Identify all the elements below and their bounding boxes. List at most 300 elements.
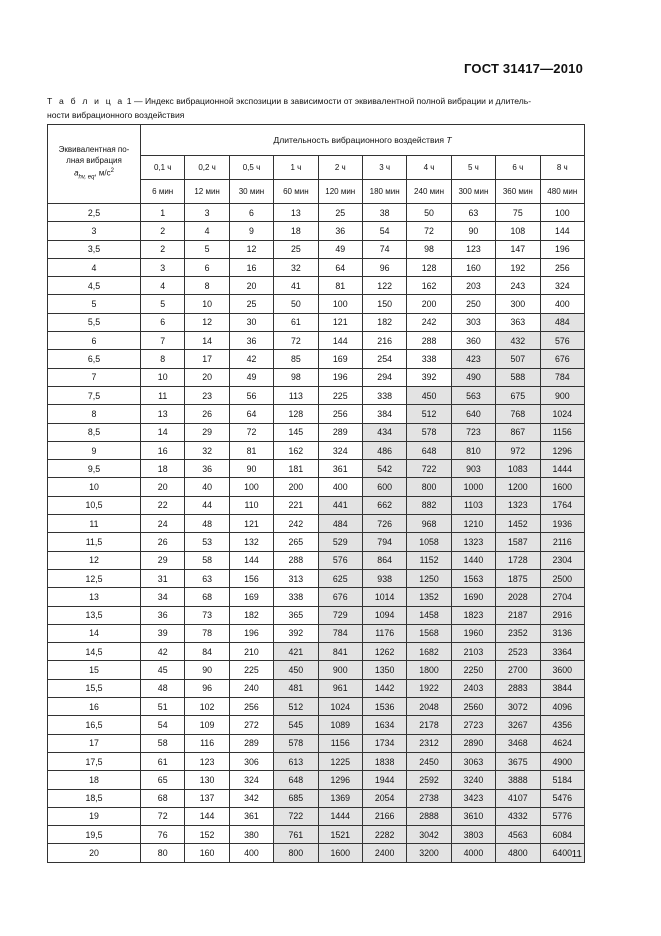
exposure-index-cell: 144 (540, 222, 585, 240)
table-row (48, 423, 585, 441)
exposure-index-cell: 80 (141, 844, 185, 862)
exposure-index-cell: 5 (185, 240, 229, 258)
exposure-index-cell: 2352 (496, 624, 540, 642)
table-row (48, 771, 585, 789)
exposure-index-cell: 768 (496, 405, 540, 423)
exposure-index-cell: 1536 (362, 698, 406, 716)
exposure-index-cell: 324 (318, 441, 362, 459)
exposure-index-cell: 132 (229, 533, 273, 551)
exposure-index-cell: 1568 (407, 624, 451, 642)
exposure-index-cell: 338 (274, 588, 318, 606)
exposure-index-cell: 722 (407, 460, 451, 478)
vibration-value-cell: 13 (48, 588, 141, 606)
exposure-index-cell: 4107 (496, 789, 540, 807)
exposure-index-cell: 162 (407, 277, 451, 295)
vibration-value-cell: 4,5 (48, 277, 141, 295)
exposure-index-cell: 150 (362, 295, 406, 313)
exposure-index-cell: 18 (141, 460, 185, 478)
exposure-index-cell: 6 (141, 313, 185, 331)
exposure-index-cell: 74 (362, 240, 406, 258)
exposure-index-cell: 18 (274, 222, 318, 240)
exposure-index-cell: 288 (407, 332, 451, 350)
exposure-index-cell: 116 (185, 734, 229, 752)
exposure-index-cell: 662 (362, 496, 406, 514)
exposure-index-cell: 2304 (540, 551, 585, 569)
exposure-index-cell: 22 (141, 496, 185, 514)
hours-header-cell: 4 ч (407, 156, 451, 180)
exposure-index-cell: 65 (141, 771, 185, 789)
exposure-index-cell: 1444 (318, 807, 362, 825)
exposure-index-cell: 380 (229, 826, 273, 844)
exposure-index-cell: 63 (185, 569, 229, 587)
table-row (48, 460, 585, 478)
exposure-index-cell: 41 (274, 277, 318, 295)
vibration-value-cell: 13,5 (48, 606, 141, 624)
vibration-value-cell: 12 (48, 551, 141, 569)
table-row (48, 441, 585, 459)
exposure-index-cell: 342 (229, 789, 273, 807)
exposure-index-cell: 265 (274, 533, 318, 551)
exposure-index-cell: 42 (229, 350, 273, 368)
exposure-index-cell: 882 (407, 496, 451, 514)
hours-header-cell: 3 ч (362, 156, 406, 180)
exposure-index-cell: 3063 (451, 752, 495, 770)
vibration-value-cell: 15 (48, 661, 141, 679)
exposure-index-cell: 4332 (496, 807, 540, 825)
exposure-index-cell: 196 (540, 240, 585, 258)
exposure-index-cell: 1600 (318, 844, 362, 862)
exposure-index-cell: 3267 (496, 716, 540, 734)
exposure-index-cell: 121 (229, 515, 273, 533)
exposure-index-cell: 4 (141, 277, 185, 295)
exposure-index-cell: 972 (496, 441, 540, 459)
minutes-header-cell: 480 мин (540, 180, 585, 204)
exposure-index-cell: 800 (407, 478, 451, 496)
exposure-index-cell: 3200 (407, 844, 451, 862)
exposure-index-cell: 44 (185, 496, 229, 514)
exposure-index-cell: 20 (229, 277, 273, 295)
exposure-index-cell: 1296 (540, 441, 585, 459)
hours-header-cell: 0,5 ч (229, 156, 273, 180)
table-row (48, 368, 585, 386)
eq-header-superscript: 2 (110, 168, 114, 175)
exposure-index-cell: 36 (185, 460, 229, 478)
exposure-index-cell: 182 (229, 606, 273, 624)
eq-header-line1: Эквивалентная по- (58, 145, 130, 155)
exposure-index-cell: 6 (229, 204, 273, 222)
exposure-index-cell: 529 (318, 533, 362, 551)
vibration-value-cell: 2,5 (48, 204, 141, 222)
eq-header-line2: лная вибрация (66, 155, 122, 165)
exposure-index-cell: 1440 (451, 551, 495, 569)
exposure-index-cell: 685 (274, 789, 318, 807)
exposure-index-cell: 128 (407, 258, 451, 276)
exposure-index-cell: 81 (229, 441, 273, 459)
eq-header-unit: , м/с (94, 168, 111, 178)
exposure-index-cell: 1442 (362, 679, 406, 697)
exposure-index-cell: 98 (274, 368, 318, 386)
exposure-index-cell: 1089 (318, 716, 362, 734)
table-caption-text-continued: ности вибрационного воздействия (47, 110, 185, 120)
exposure-index-cell: 903 (451, 460, 495, 478)
table-row (48, 789, 585, 807)
exposure-index-cell: 2 (141, 222, 185, 240)
table-row (48, 478, 585, 496)
exposure-index-cell: 109 (185, 716, 229, 734)
exposure-index-cell: 1936 (540, 515, 585, 533)
exposure-index-cell: 36 (229, 332, 273, 350)
exposure-index-cell: 4624 (540, 734, 585, 752)
exposure-index-cell: 1352 (407, 588, 451, 606)
exposure-index-cell: 9 (229, 222, 273, 240)
exposure-index-cell: 1800 (407, 661, 451, 679)
exposure-index-cell: 800 (274, 844, 318, 862)
exposure-index-cell: 450 (274, 661, 318, 679)
exposure-index-cell: 841 (318, 643, 362, 661)
exposure-index-cell: 108 (496, 222, 540, 240)
eq-header-subscript: hv, eq (78, 174, 95, 181)
exposure-index-cell: 2 (141, 240, 185, 258)
exposure-index-cell: 96 (362, 258, 406, 276)
table-row (48, 606, 585, 624)
exposure-index-cell: 6 (185, 258, 229, 276)
exposure-index-cell: 40 (185, 478, 229, 496)
table-row (48, 515, 585, 533)
exposure-index-cell: 181 (274, 460, 318, 478)
vibration-value-cell: 14 (48, 624, 141, 642)
exposure-index-cell: 1262 (362, 643, 406, 661)
exposure-index-cell: 6400 (540, 844, 585, 862)
exposure-index-cell: 484 (318, 515, 362, 533)
hours-header-cell: 1 ч (274, 156, 318, 180)
exposure-index-cell: 2116 (540, 533, 585, 551)
vibration-value-cell: 19,5 (48, 826, 141, 844)
vibration-value-cell: 20 (48, 844, 141, 862)
exposure-index-cell: 3888 (496, 771, 540, 789)
exposure-index-cell: 30 (229, 313, 273, 331)
exposure-index-cell: 2312 (407, 734, 451, 752)
exposure-index-cell: 968 (407, 515, 451, 533)
exposure-index-cell: 81 (318, 277, 362, 295)
vibration-value-cell: 8 (48, 405, 141, 423)
exposure-index-cell: 4 (185, 222, 229, 240)
table-row (48, 386, 585, 404)
exposure-index-cell: 361 (229, 807, 273, 825)
exposure-index-cell: 102 (185, 698, 229, 716)
exposure-index-cell: 49 (318, 240, 362, 258)
exposure-index-cell: 2700 (496, 661, 540, 679)
exposure-index-cell: 1823 (451, 606, 495, 624)
exposure-index-cell: 3803 (451, 826, 495, 844)
exposure-index-cell: 12 (229, 240, 273, 258)
exposure-index-cell: 8 (141, 350, 185, 368)
table-row (48, 405, 585, 423)
exposure-index-cell: 200 (274, 478, 318, 496)
table-row (48, 698, 585, 716)
exposure-index-cell: 2400 (362, 844, 406, 862)
exposure-index-cell: 1458 (407, 606, 451, 624)
exposure-index-cell: 384 (362, 405, 406, 423)
minutes-header-cell: 30 мин (229, 180, 273, 204)
table-row (48, 844, 585, 862)
exposure-index-cell: 303 (451, 313, 495, 331)
exposure-index-cell: 2403 (451, 679, 495, 697)
exposure-index-cell: 36 (141, 606, 185, 624)
exposure-index-cell: 53 (185, 533, 229, 551)
exposure-index-cell: 338 (407, 350, 451, 368)
exposure-index-cell: 1156 (318, 734, 362, 752)
vibration-value-cell: 16,5 (48, 716, 141, 734)
exposure-index-cell: 144 (318, 332, 362, 350)
duration-header-symbol: T (446, 135, 452, 145)
exposure-index-cell: 160 (451, 258, 495, 276)
exposure-index-cell: 3610 (451, 807, 495, 825)
exposure-index-cell: 26 (141, 533, 185, 551)
exposure-index-cell: 3364 (540, 643, 585, 661)
exposure-index-cell: 361 (318, 460, 362, 478)
vibration-value-cell: 17,5 (48, 752, 141, 770)
exposure-index-cell: 313 (274, 569, 318, 587)
exposure-index-cell: 254 (362, 350, 406, 368)
minutes-header-cell: 120 мин (318, 180, 362, 204)
vibration-value-cell: 9 (48, 441, 141, 459)
exposure-index-cell: 54 (362, 222, 406, 240)
exposure-index-cell: 640 (451, 405, 495, 423)
exposure-index-cell: 600 (362, 478, 406, 496)
exposure-index-cell: 400 (229, 844, 273, 862)
exposure-index-cell: 400 (540, 295, 585, 313)
vibration-value-cell: 12,5 (48, 569, 141, 587)
exposure-index-cell: 2282 (362, 826, 406, 844)
exposure-index-cell: 225 (229, 661, 273, 679)
equivalent-vibration-header (48, 125, 141, 204)
exposure-index-cell: 421 (274, 643, 318, 661)
table-caption-prefix: Т а б л и ц а (47, 96, 125, 106)
exposure-index-cell: 289 (229, 734, 273, 752)
exposure-index-cell: 306 (229, 752, 273, 770)
exposure-index-cell: 5776 (540, 807, 585, 825)
exposure-index-cell: 3 (185, 204, 229, 222)
exposure-index-cell: 2103 (451, 643, 495, 661)
exposure-index-cell: 14 (185, 332, 229, 350)
exposure-index-cell: 48 (141, 679, 185, 697)
exposure-index-cell: 50 (274, 295, 318, 313)
exposure-index-cell: 182 (362, 313, 406, 331)
exposure-index-cell: 24 (141, 515, 185, 533)
exposure-index-cell: 169 (318, 350, 362, 368)
exposure-index-cell: 2883 (496, 679, 540, 697)
exposure-index-cell: 576 (318, 551, 362, 569)
exposure-index-cell: 123 (185, 752, 229, 770)
table-row (48, 332, 585, 350)
exposure-index-cell: 2592 (407, 771, 451, 789)
table-row (48, 624, 585, 642)
exposure-index-cell: 1764 (540, 496, 585, 514)
table-row (48, 569, 585, 587)
exposure-index-cell: 144 (185, 807, 229, 825)
exposure-index-cell: 794 (362, 533, 406, 551)
exposure-index-cell: 85 (274, 350, 318, 368)
exposure-index-cell: 2500 (540, 569, 585, 587)
exposure-index-cell: 4900 (540, 752, 585, 770)
exposure-index-cell: 1838 (362, 752, 406, 770)
exposure-index-cell: 20 (185, 368, 229, 386)
exposure-index-cell: 365 (274, 606, 318, 624)
exposure-index-cell: 2723 (451, 716, 495, 734)
vibration-value-cell: 7,5 (48, 386, 141, 404)
table-row (48, 807, 585, 825)
exposure-index-cell: 1634 (362, 716, 406, 734)
exposure-index-cell: 324 (229, 771, 273, 789)
exposure-index-cell: 1682 (407, 643, 451, 661)
minutes-header-cell: 360 мин (496, 180, 540, 204)
eq-header-symbol: a (74, 168, 79, 178)
exposure-index-cell: 726 (362, 515, 406, 533)
table-row (48, 204, 585, 222)
exposure-index-cell: 1922 (407, 679, 451, 697)
vibration-value-cell: 10 (48, 478, 141, 496)
exposure-index-cell: 14 (141, 423, 185, 441)
exposure-index-cell: 1444 (540, 460, 585, 478)
exposure-index-cell: 434 (362, 423, 406, 441)
exposure-index-cell: 72 (141, 807, 185, 825)
table-row (48, 734, 585, 752)
table-caption (47, 94, 587, 122)
exposure-index-cell: 73 (185, 606, 229, 624)
vibration-value-cell: 18,5 (48, 789, 141, 807)
exposure-index-cell: 2523 (496, 643, 540, 661)
exposure-index-cell: 5 (141, 295, 185, 313)
table-row (48, 496, 585, 514)
exposure-index-cell: 1944 (362, 771, 406, 789)
exposure-index-cell: 1058 (407, 533, 451, 551)
exposure-index-cell: 542 (362, 460, 406, 478)
vibration-value-cell: 18 (48, 771, 141, 789)
exposure-index-cell: 203 (451, 277, 495, 295)
minutes-header-cell: 180 мин (362, 180, 406, 204)
exposure-index-cell: 648 (274, 771, 318, 789)
exposure-index-cell: 96 (185, 679, 229, 697)
exposure-index-cell: 338 (362, 386, 406, 404)
exposure-index-cell: 1875 (496, 569, 540, 587)
exposure-index-cell: 1369 (318, 789, 362, 807)
exposure-index-cell: 450 (407, 386, 451, 404)
table-row (48, 258, 585, 276)
table-row (48, 277, 585, 295)
exposure-index-cell: 648 (407, 441, 451, 459)
exposure-index-cell: 36 (318, 222, 362, 240)
exposure-index-cell: 761 (274, 826, 318, 844)
exposure-index-cell: 1734 (362, 734, 406, 752)
exposure-index-cell: 1156 (540, 423, 585, 441)
exposure-index-cell: 1 (141, 204, 185, 222)
exposure-index-cell: 20 (141, 478, 185, 496)
minutes-header-cell: 240 мин (407, 180, 451, 204)
exposure-index-cell: 72 (407, 222, 451, 240)
table-row (48, 350, 585, 368)
exposure-index-cell: 100 (540, 204, 585, 222)
exposure-index-cell: 192 (496, 258, 540, 276)
exposure-index-cell: 578 (274, 734, 318, 752)
exposure-index-cell: 144 (229, 551, 273, 569)
exposure-index-cell: 4096 (540, 698, 585, 716)
exposure-index-cell: 675 (496, 386, 540, 404)
exposure-index-cell: 34 (141, 588, 185, 606)
exposure-index-cell: 1350 (362, 661, 406, 679)
exposure-index-cell: 3423 (451, 789, 495, 807)
exposure-index-cell: 272 (229, 716, 273, 734)
table-row (48, 643, 585, 661)
minutes-header-cell: 60 мин (274, 180, 318, 204)
vibration-value-cell: 15,5 (48, 679, 141, 697)
exposure-index-cell: 512 (274, 698, 318, 716)
exposure-index-cell: 961 (318, 679, 362, 697)
exposure-index-cell: 145 (274, 423, 318, 441)
hours-header-cell: 0,1 ч (141, 156, 185, 180)
exposure-index-cell: 225 (318, 386, 362, 404)
exposure-index-cell: 1000 (451, 478, 495, 496)
exposure-index-cell: 4800 (496, 844, 540, 862)
exposure-index-cell: 100 (318, 295, 362, 313)
vibration-value-cell: 3,5 (48, 240, 141, 258)
exposure-index-cell: 78 (185, 624, 229, 642)
exposure-index-cell: 64 (229, 405, 273, 423)
minutes-header-cell: 300 мин (451, 180, 495, 204)
exposure-index-cell: 113 (274, 386, 318, 404)
exposure-index-cell: 613 (274, 752, 318, 770)
exposure-index-cell: 243 (496, 277, 540, 295)
exposure-index-cell: 1600 (540, 478, 585, 496)
exposure-index-cell: 722 (274, 807, 318, 825)
exposure-index-cell: 864 (362, 551, 406, 569)
exposure-index-cell: 512 (407, 405, 451, 423)
exposure-index-cell: 75 (496, 204, 540, 222)
vibration-exposure-table (47, 124, 585, 863)
exposure-index-cell: 1152 (407, 551, 451, 569)
exposure-index-cell: 64 (318, 258, 362, 276)
exposure-index-cell: 441 (318, 496, 362, 514)
exposure-index-cell: 256 (318, 405, 362, 423)
exposure-index-cell: 68 (185, 588, 229, 606)
exposure-index-cell: 867 (496, 423, 540, 441)
exposure-index-cell: 72 (229, 423, 273, 441)
exposure-index-cell: 98 (407, 240, 451, 258)
exposure-index-cell: 256 (540, 258, 585, 276)
exposure-index-cell: 42 (141, 643, 185, 661)
table-row (48, 588, 585, 606)
exposure-index-cell: 8 (185, 277, 229, 295)
exposure-index-cell: 7 (141, 332, 185, 350)
exposure-index-cell: 400 (318, 478, 362, 496)
exposure-index-cell: 1521 (318, 826, 362, 844)
exposure-index-cell: 84 (185, 643, 229, 661)
vibration-value-cell: 10,5 (48, 496, 141, 514)
exposure-index-cell: 578 (407, 423, 451, 441)
exposure-index-cell: 1225 (318, 752, 362, 770)
exposure-index-cell: 121 (318, 313, 362, 331)
exposure-index-cell: 250 (451, 295, 495, 313)
exposure-index-cell: 2450 (407, 752, 451, 770)
hours-header-cell: 0,2 ч (185, 156, 229, 180)
exposure-index-cell: 38 (362, 204, 406, 222)
exposure-index-cell: 484 (540, 313, 585, 331)
exposure-index-cell: 90 (451, 222, 495, 240)
exposure-index-cell: 576 (540, 332, 585, 350)
exposure-index-cell: 11 (141, 386, 185, 404)
exposure-index-cell: 12 (185, 313, 229, 331)
exposure-index-cell: 25 (229, 295, 273, 313)
exposure-index-cell: 294 (362, 368, 406, 386)
